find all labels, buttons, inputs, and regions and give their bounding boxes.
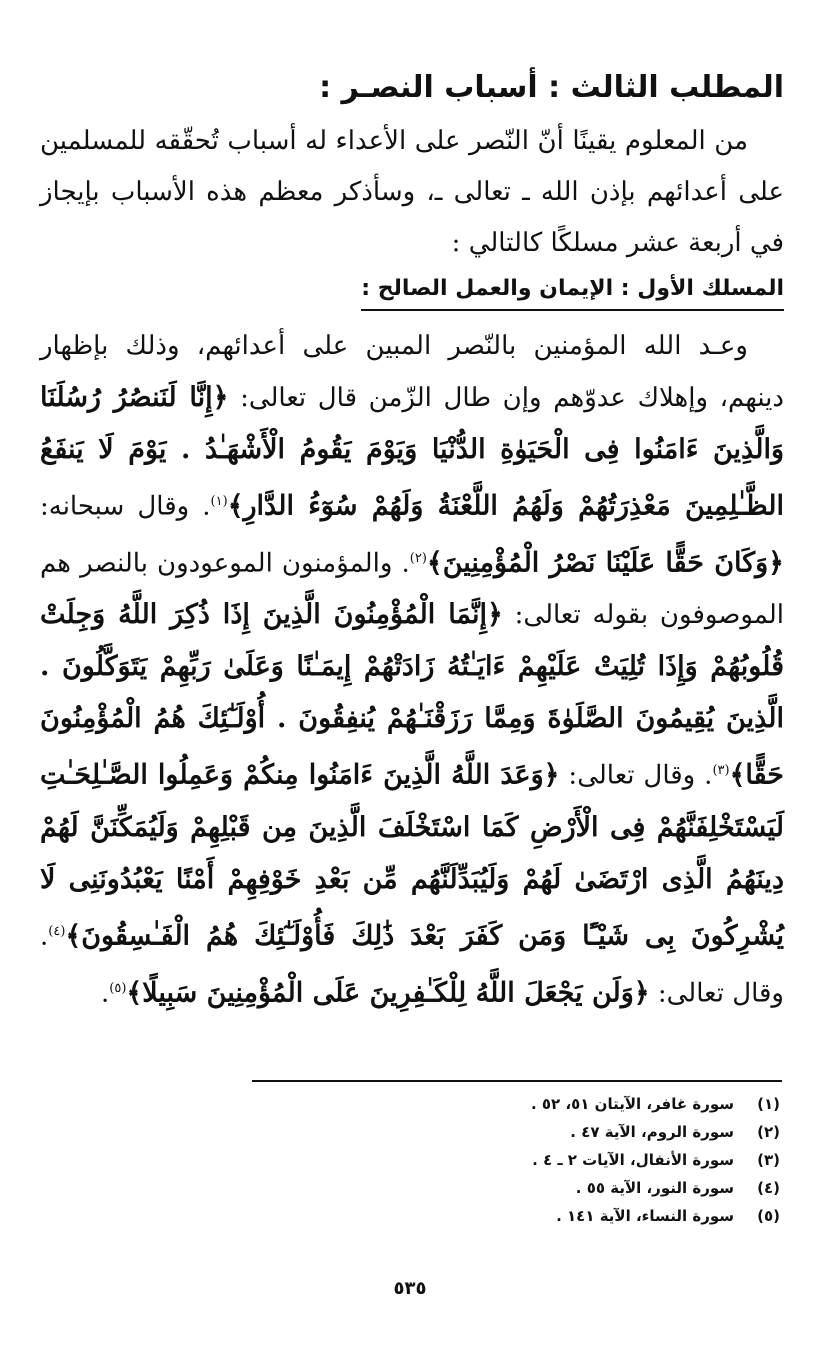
footnote-text: سورة النساء، الآية ١٤١ . <box>556 1207 734 1225</box>
paragraph-text: . والمؤمنون الموعودون بالنصر هم الموصوفون بقوله تعالى: <box>40 548 784 631</box>
footnote-ref: (٥) <box>109 980 127 996</box>
subsection-heading: المسلك الأول : الإيمان والعمل الصالح : <box>361 269 784 311</box>
footnote-item <box>80 1146 780 1174</box>
footnote-ref: (٣) <box>712 763 730 779</box>
paragraph-text: . وقال تعالى: <box>559 760 713 791</box>
footnote-number: (٥) <box>757 1207 780 1225</box>
footnote-number: (٣) <box>757 1151 780 1169</box>
main-paragraph <box>40 321 784 1019</box>
footnote-ref: (٢) <box>409 550 427 566</box>
footnote-number: (١) <box>757 1095 780 1113</box>
section-heading: المطلب الثالث : أسباب النصـر : <box>319 70 784 105</box>
footnote-text: سورة الأنفال، الآيات ٢ ـ ٤ . <box>532 1151 734 1169</box>
page-body <box>40 60 784 1019</box>
footnote-text: سورة غافر، الآيتان ٥١، ٥٢ . <box>530 1095 734 1113</box>
quran-verse: ﴿وَلَن يَجْعَلَ اللَّهُ لِلْكَـٰفِرِينَ عَلَى الْمُؤْمِنِينَ سَبِيلًا﴾ <box>126 977 650 1009</box>
paragraph-text: وعـد الله المؤمنين بالنّصر المبين على أعدائهم، وذلك بإظهار دينهم، وإهلاك عدوّهم وإن طال الزّمن قال تعالى: <box>40 331 784 413</box>
footnote-number: (٢) <box>757 1123 780 1141</box>
footnote-divider <box>252 1080 782 1082</box>
footnote-item <box>80 1118 780 1146</box>
footnote-text: سورة الروم، الآية ٤٧ . <box>570 1123 734 1141</box>
quran-verse: ﴿إِنَّمَا الْمُؤْمِنُونَ الَّذِينَ إِذَا ذُكِرَ اللَّهُ وَجِلَتْ قُلُوبُهُمْ وَإِذَا تُلِيَتْ عَلَيْهِمْ ءَايَـٰتُهُ زَادَتْهُمْ إِيمَـٰنًا وَعَلَىٰ رَبِّهِمْ يَتَوَكَّلُونَ . الَّذِينَ يُقِيمُونَ الصَّلَوٰةَ وَمِمَّا رَزَقْنَـٰهُمْ يُنفِقُونَ . أُوْلَـٰٓئِكَ هُمُ الْمُؤْمِنُونَ حَقًّا﴾ <box>40 599 784 791</box>
intro-paragraph: من المعلوم يقينًا أنّ النّصر على الأعداء له أسباب تُحقّقه للمسلمين على أعدائهم بإذن الله ـ تعالى ـ، وسأذكر معظم هذه الأسباب بإيجاز في أربعة عشر مسلكًا كالتالي : <box>40 126 784 258</box>
quran-verse: ﴿وَكَانَ حَقًّا عَلَيْنَا نَصْرُ الْمُؤْمِنِينَ﴾ <box>426 547 784 579</box>
footnote-item <box>80 1202 780 1230</box>
quran-verse: ﴿وَعَدَ اللَّهُ الَّذِينَ ءَامَنُوا مِنكُمْ وَعَمِلُوا الصَّـٰلِحَـٰتِ لَيَسْتَخْلِفَنَّهُمْ فِى الْأَرْضِ كَمَا اسْتَخْلَفَ الَّذِينَ مِن قَبْلِهِمْ وَلَيُمَكِّنَنَّ لَهُمْ دِينَهُمُ الَّذِى ارْتَضَىٰ لَهُمْ وَلَيُبَدِّلَنَّهُم مِّن بَعْدِ خَوْفِهِمْ أَمْنًا يَعْبُدُونَنِى لَا يُشْرِكُونَ بِى شَيْـًٔا وَمَن كَفَرَ بَعْدَ ذَٰلِكَ فَأُوْلَـٰٓئِكَ هُمُ الْفَـٰسِقُونَ﴾ <box>40 759 784 952</box>
paragraph-text: . <box>100 978 110 1009</box>
quran-verse: ﴿إِنَّا لَنَنصُرُ رُسُلَنَا وَالَّذِينَ ءَامَنُوا فِى الْحَيَوٰةِ الدُّنْيَا وَيَوْمَ يَقُومُ الْأَشْهَـٰدُ . يَوْمَ لَا يَنفَعُ الظَّـٰلِمِينَ مَعْذِرَتُهُمْ وَلَهُمُ اللَّعْنَةُ وَلَهُمْ سُوٓءُ الدَّارِ﴾ <box>40 382 784 522</box>
footnote-text: سورة النور، الآية ٥٥ . <box>575 1179 734 1197</box>
footnotes-list <box>80 1090 780 1230</box>
footnote-item <box>80 1090 780 1118</box>
footnote-ref: (١) <box>210 494 228 509</box>
footnote-number: (٤) <box>757 1179 780 1197</box>
paragraph-text: . وقال تعالى: <box>40 921 784 1009</box>
footnote-item <box>80 1174 780 1202</box>
page-number: ٥٣٥ <box>393 1278 427 1299</box>
paragraph-text: . وقال سبحانه: <box>40 491 211 522</box>
footnote-ref: (٤) <box>48 923 66 939</box>
